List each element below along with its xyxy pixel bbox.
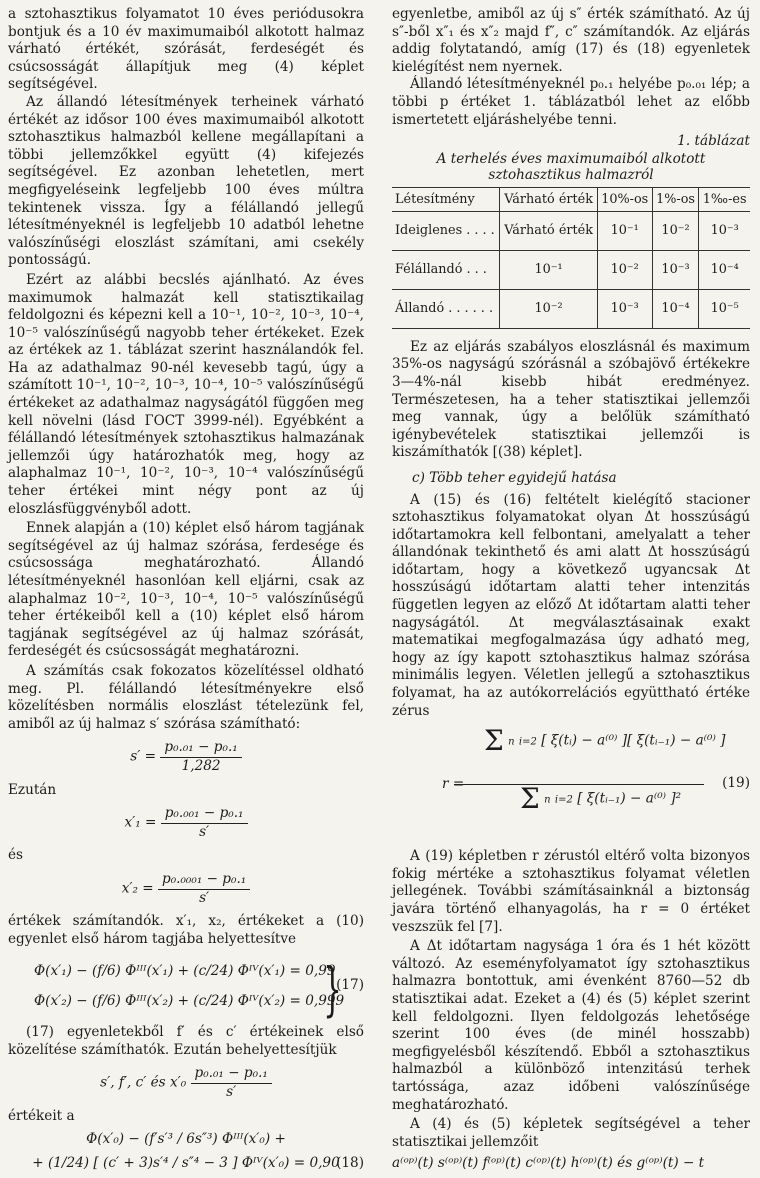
paragraph: egyenletbe, amiből az új s″ érték számítható. Az új s″-ből x″₁ és x″₂ majd f″, c″ számítandók. Az eljárás addig folytatandó, amíg (17) és (18) egyenletek kielégítést nem nyernek.	[392, 6, 750, 75]
paragraph: Állandó létesítményeknél p₀.₁ helyébe p₀.₀₁ lép; a többi p értéket 1. táblázatból lehet az előbb ismertetett eljáráshelyébe tenni.	[392, 76, 750, 128]
column-header: 1‰-es	[699, 187, 750, 211]
brace: }	[323, 955, 342, 1024]
table-cell: 10⁻³	[699, 211, 750, 250]
table-cell: Állandó . . . . . .	[392, 289, 500, 328]
table-cell: Várható érték	[500, 211, 597, 250]
table-cell: 10⁻¹	[500, 250, 597, 289]
paragraph: (17) egyenletekből f′ és c′ értékeinek első közelítése számíthatók. Ezután behelyettesítjük	[8, 1024, 364, 1058]
denominator: s′	[199, 823, 210, 840]
table-cell: 10⁻⁴	[652, 289, 699, 328]
table-cell: 10⁻⁵	[699, 289, 750, 328]
paragraph: Az állandó létesítmények terheinek várható értékét az idősor 100 éves maximumaiból alkotott sztohasztikus halmazból kellene megállapítani a többi jellemzőkkel együtt (4) kifejezés segítségével. Ez azonban lehetetlen, mert megfigyeléseink legfeljebb 100 éves múltra tekintenek vissza. Így a félállandó jellegű létesítményeknél is legfeljebb 10 adatból lehetne valószínűségi eloszlást számítani, ami csekély pontosságú.	[8, 93, 364, 269]
paragraph: és	[8, 847, 24, 864]
paragraph: Ezután	[8, 781, 57, 798]
equation-lhs: x′₂ =	[121, 880, 154, 897]
equation-lhs: r =	[442, 776, 465, 793]
equation-x1	[8, 805, 364, 841]
equation-number: (17)	[336, 977, 364, 994]
equation-18-line2	[8, 1155, 364, 1173]
numerator: p₀.₀₁ − p₀.₁	[160, 739, 241, 758]
table-row	[392, 250, 750, 289]
table-cell: 10⁻³	[597, 289, 652, 328]
equation-number: (19)	[722, 775, 750, 792]
left-column	[8, 6, 364, 1178]
table-cell: 10⁻³	[652, 250, 699, 289]
equation-19	[392, 724, 750, 840]
paragraph: A (4) és (5) képletek segítségével a teher statisztikai jellemzőit	[392, 1116, 750, 1150]
equation-lhs: s′ =	[130, 748, 157, 765]
numerator: p₀.₀₁ − p₀.₁	[191, 1065, 272, 1084]
fraction	[161, 805, 248, 841]
table-cell: 10⁻²	[652, 211, 699, 250]
numerator: p₀.₀₀₀₁ − p₀.₁	[158, 871, 250, 890]
equation-x2	[8, 871, 364, 907]
table-cell: Ideiglenes . . . .	[392, 211, 500, 250]
paragraph: Ennek alapján a (10) képlet első három tagjának segítségével az új halmaz szórása, ferdesége és csúcsossága meghatározható. Állandó létesítményeknél hasonlóan kell eljárni, csak az alaphalmaz 10⁻², 10⁻³, 10⁻⁴, 10⁻⁵ valószínűségű teher értékeiből kell a (10) képlet első három tagjának segítségével az új halmaz szórását, ferdeségét és csúcsosságát meghatározni.	[8, 520, 364, 660]
sum-symbol: Σ	[484, 724, 504, 758]
fraction	[158, 871, 250, 907]
column-header: Várható érték	[500, 187, 597, 211]
equation-substitution	[8, 1065, 364, 1101]
table-cell: 10⁻⁴	[699, 250, 750, 289]
equation-line: + (1/24) [ (c′ + 3)s′⁴ / s″⁴ − 3 ] Φᴵⱽ(x′₀) = 0,90	[32, 1154, 340, 1171]
equation-18-line1: Φ(x′₀) − (f′s′³ / 6s″³) Φᴵᴵᴵ(x′₀) +	[86, 1131, 286, 1148]
fraction	[191, 1065, 272, 1101]
paragraph: A (19) képletben r zérustól eltérő volta bizonyos fokig mértéke a sztohasztikus folyamat véletlen jellegének. További számításainknál a biztonság javára történő elhanyagolás, ha r = 0 értéket veszszük fel [7].	[392, 848, 750, 935]
numerator-expression: [ ξ(tᵢ) − a⁽⁰⁾ ][ ξ(tᵢ₋₁) − a⁽⁰⁾ ]	[541, 732, 726, 749]
sum-symbol: Σ	[520, 782, 540, 816]
section-heading: c) Több teher egyidejű hatása	[412, 469, 617, 486]
paragraph: Ez az eljárás szabályos eloszlásnál és maximum 35%-os nagyságú szórásnál a szóbajövő értékekre 3—4%-nál kisebb hibát eredményez. Természetesen, ha a teher statisztikai jellemzői meg vannak, úgy a belőlük számítható igénybevételek statisztikai jellemzői is kiszámíthatók [(38) képlet].	[392, 338, 750, 461]
paragraph: értékek számítandók. x′₁, x₂, értékeket a (10) egyenlet első három tagjába helyettesítve	[8, 913, 364, 947]
equation-number: (18)	[336, 1154, 364, 1171]
numerator: p₀.₀₀₁ − p₀.₁	[161, 805, 248, 824]
denominator	[520, 782, 682, 816]
sum-upper-limit: n	[508, 736, 515, 748]
substitution-list: s′, f′, c′ és x′₀	[100, 1075, 187, 1092]
column-header: 1%-os	[652, 187, 699, 211]
numerator	[484, 724, 726, 758]
equation-system-17	[8, 955, 364, 1024]
paragraph: Ezért az alábbi becslés ajánlható. Az éves maximumok halmazát kell statisztikailag feldolgozni és képezni kell a 10⁻¹, 10⁻², 10⁻³, 10⁻⁴, 10⁻⁵ valószínűségű nagyobb teher értékeket. Ezek az értékek az 1. táblázat szerint használandók fel. Ha az adathalmaz 90-nél kevesebb tagú, úgy a számított 10⁻¹, 10⁻², 10⁻³, 10⁻⁴, 10⁻⁵ valószínűségű értékeket az adathalmaz nagyságától függően meg kell növelni (lásd ГОСТ 3999-nél). Egyébként a félállandó létesítmények sztohasztikus halmazának jellemzői úgy határozhatók meg, hogy az alaphalmaz 10⁻¹, 10⁻², 10⁻³, 10⁻⁴ valószínűségű teher értékei mint négy pont az új eloszlásfüggvényből adott.	[8, 271, 364, 517]
denominator: 1,282	[181, 757, 221, 774]
equation-s-prime	[8, 739, 364, 775]
data-table	[392, 187, 750, 329]
table-cell: 10⁻²	[597, 250, 652, 289]
denominator: s′	[199, 889, 210, 906]
paragraph: A (15) és (16) feltételt kielégítő stacioner sztohasztikus folyamatokat olyan Δt hosszúságú időtartamokra kell felbontani, amelyalatt a teher állandónak tekinthető és ami alatt Δt hosszúságú időtartam, hogy a következő ugyancsak Δt hosszúságú időtartam alatti teher intenzitás független legyen az előző Δt időtartam alatti teher nagyságától. Δt megválasztásainak exakt matematikai megfogalmazása úgy adható meg, hogy az így kapott sztohasztikus halmaz szórása minimális legyen. Véletlen jellegű a sztohasztikus folyamat, ha az autókorrelációs együttható értéke zérus	[392, 491, 750, 719]
table-row	[392, 289, 750, 328]
statistics-list: a⁽ᵒᵖ⁾(t) s⁽ᵒᵖ⁾(t) f⁽ᵒᵖ⁾(t) c⁽ᵒᵖ⁾(t) h⁽ᵒᵖ⁾(t) és g⁽ᵒᵖ⁾(t) − t	[392, 1155, 705, 1172]
table-caption: 1. táblázat	[677, 133, 750, 150]
equation-line: Φ(x′₂) − (f/6) Φᴵᴵᴵ(x′₂) + (c/24) Φᴵⱽ(x′₂) = 0,999	[34, 993, 345, 1010]
table-row	[392, 211, 750, 250]
paragraph: értékeit a	[8, 1107, 75, 1124]
denominator: s′	[226, 1084, 237, 1101]
column-header: Létesítmény	[392, 187, 500, 211]
table-cell: 10⁻¹	[597, 211, 652, 250]
table-cell: Félállandó . . .	[392, 250, 500, 289]
column-header: 10%-os	[597, 187, 652, 211]
fraction-bar	[454, 784, 704, 785]
paragraph: A Δt időtartam nagysága 1 óra és 1 hét között változó. Az eseményfolyamatot így sztohasztikus halmazra bontottuk, ami évenként 8760—52 db statisztikai adat. Ezeket a (4) és (5) képlet szerint kell feldolgozni. Ilyen feldolgozás lehetősége szerint 100 éves (de minél hosszabb) megfigyelésből készítendő. Ebből a sztohasztikus halmazból a különböző intenzitású terhek tartóssága, azaz időbeni valószínűsége meghatározható.	[392, 938, 750, 1113]
paragraph: a sztohasztikus folyamatot 10 éves periódusokra bontjuk és a 10 év maximumaiból alkotott halmaz várható értékét, szórását, ferdeségét és csúcsosságát állapítjuk meg (4) képlet segítségével.	[8, 6, 364, 93]
denominator-expression: [ ξ(tᵢ₋₁) − a⁽⁰⁾ ]²	[577, 790, 682, 807]
equation-line: Φ(x′₁) − (f/6) Φᴵᴵᴵ(x′₁) + (c/24) Φᴵⱽ(x′₁) = 0,99	[34, 963, 336, 980]
table-cell: 10⁻²	[500, 289, 597, 328]
paragraph: A számítás csak fokozatos közelítéssel oldható meg. Pl. félállandó létesítményekre első közelítésben normális eloszlást tételezünk fel, amiből az új halmaz s′ szórása számítható:	[8, 662, 364, 732]
sum-lower-limit: i=2	[518, 736, 537, 748]
fraction	[160, 739, 241, 775]
sum-lower-limit: i=2	[554, 794, 573, 806]
table-title: A terhelés éves maximumaiból alkotott sztohasztikus halmazról	[436, 150, 706, 183]
sum-upper-limit: n	[544, 794, 551, 806]
table-header-row	[392, 187, 750, 211]
right-column	[392, 6, 750, 1173]
equation-lhs: x′₁ =	[124, 814, 157, 831]
